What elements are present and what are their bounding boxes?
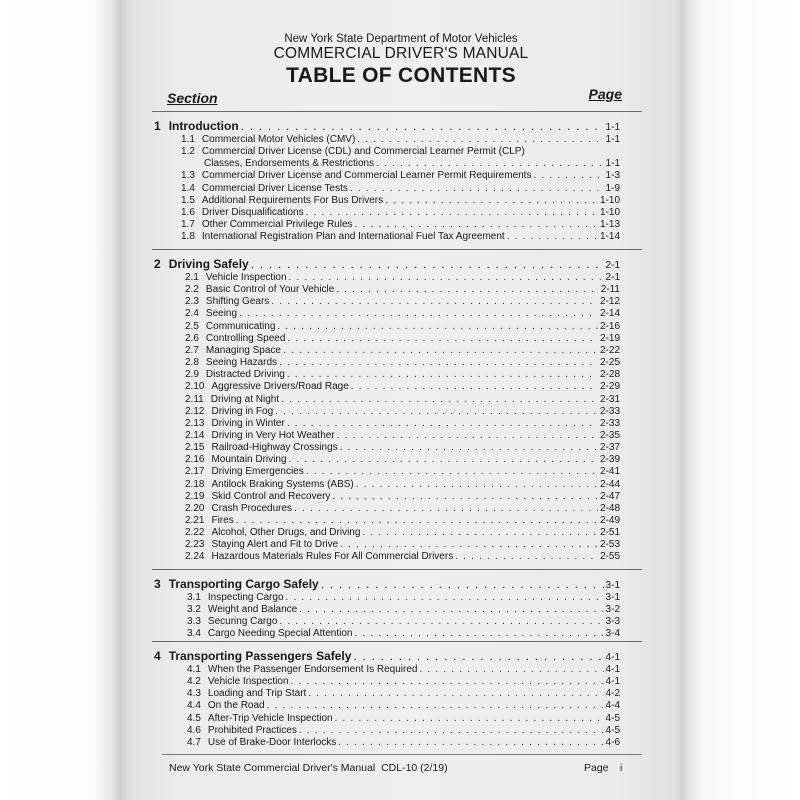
entry-title: Driver Disqualifications [201, 206, 304, 218]
dot-leader [355, 219, 598, 230]
entry-number: 2.15 [185, 442, 205, 454]
document-page [120, 0, 682, 800]
dot-leader [279, 357, 598, 368]
section-rule [152, 249, 642, 250]
toc-entry[interactable] [185, 381, 620, 392]
dot-leader [279, 616, 603, 627]
entry-title: Skid Control and Recovery [211, 490, 331, 502]
dot-leader [376, 158, 603, 169]
entry-title: Commercial Driver License and Commercial Learner Permit Requirements [201, 170, 532, 182]
toc-entry[interactable] [185, 345, 620, 356]
entry-title: Managing Space [205, 344, 281, 356]
department-name: New York State Department of Motor Vehicles [284, 33, 518, 45]
entry-number: 2.9 [185, 369, 199, 381]
toc-entry[interactable] [181, 170, 620, 181]
entry-number: 2.1 [185, 272, 199, 283]
entry-title: Shifting Gears [205, 296, 270, 308]
entry-number: 2.5 [185, 320, 199, 332]
section-title: Introduction [168, 119, 239, 133]
entry-title: After-Trip Vehicle Inspection [207, 712, 333, 724]
entry-page: 1-1 [605, 134, 620, 145]
toc-entry[interactable] [187, 713, 620, 724]
dot-leader [356, 479, 598, 490]
entry-title: On the Road [207, 700, 265, 712]
entry-number: 2.7 [185, 344, 199, 356]
entry-number: 4.4 [187, 700, 201, 712]
toc-section[interactable] [154, 119, 620, 133]
toc-entry[interactable] [185, 430, 620, 441]
entry-number: 4.1 [187, 664, 201, 675]
toc-entry[interactable] [187, 700, 620, 711]
dot-leader [287, 369, 598, 380]
entry-page: 2-28 [599, 369, 620, 381]
entry-title: Distracted Driving [205, 369, 285, 381]
entry-number: 2.14 [185, 429, 205, 441]
entry-number: 1.3 [181, 170, 195, 182]
toc-entry[interactable] [187, 688, 620, 699]
entry-page: 2-39 [599, 454, 620, 466]
dot-leader [362, 527, 598, 538]
entry-title: Mountain Driving [211, 454, 287, 466]
entry-number: 2.19 [185, 490, 205, 502]
entry-title: Antilock Braking Systems (ABS) [211, 478, 354, 490]
entry-page: 3-4 [605, 628, 620, 640]
entry-page: 2-33 [599, 405, 620, 417]
entry-title: Commercial Driver License Tests [201, 182, 348, 194]
entry-number: 2.10 [185, 381, 205, 393]
entry-page: 4-1 [605, 664, 620, 675]
dot-leader [338, 737, 603, 748]
entry-title: Vehicle Inspection [205, 272, 287, 283]
entry-number: 3.3 [187, 616, 201, 628]
dot-leader [251, 257, 604, 271]
entry-number: 4.2 [187, 676, 201, 688]
entry-number: 2.6 [185, 332, 199, 344]
entry-number: 4.5 [187, 712, 201, 724]
dot-leader [357, 134, 603, 145]
section-rule [152, 569, 642, 570]
section-page: 1-1 [605, 122, 620, 133]
dot-leader [289, 272, 604, 283]
section-number: 2 [154, 257, 161, 271]
entry-number: 1.8 [181, 231, 195, 243]
entry-title: Inspecting Cargo [207, 592, 284, 603]
toc-entry[interactable] [185, 527, 620, 538]
dot-leader [239, 308, 598, 319]
entry-page: 2-25 [599, 357, 620, 369]
toc-section[interactable] [154, 257, 620, 271]
toc-entry[interactable] [185, 308, 620, 319]
dot-leader [277, 321, 598, 332]
entry-page: 4-2 [605, 688, 620, 700]
entry-title: Hazardous Materials Rules For All Commercial Drivers [211, 551, 454, 563]
entry-page: 2-53 [599, 539, 620, 551]
entry-page: 3-1 [605, 592, 620, 603]
toc-entry[interactable] [187, 616, 620, 627]
entry-number: 1.7 [181, 219, 195, 231]
page-column-heading: Page [588, 86, 622, 102]
toc-entry[interactable] [185, 284, 620, 295]
dot-leader [335, 713, 604, 724]
dot-leader [286, 592, 604, 603]
toc-entry[interactable] [185, 418, 620, 429]
background-right [682, 0, 800, 800]
toc-entry[interactable] [185, 296, 620, 307]
entry-number: 4.7 [187, 736, 201, 748]
entry-page: 2-41 [599, 466, 620, 478]
section-column-heading: Section [167, 90, 218, 106]
entry-title: Cargo Needing Special Attention [207, 628, 353, 640]
entry-page: 2-55 [599, 551, 620, 563]
entry-title: International Registration Plan and International Fuel Tax Agreement [201, 231, 505, 243]
entry-title-continued: Classes, Endorsements & Restrictions [204, 158, 375, 170]
dot-leader [321, 577, 604, 591]
entry-title: Aggressive Drivers/Road Rage [211, 381, 349, 393]
toc-entry[interactable] [185, 321, 620, 332]
toc-entry[interactable] [185, 466, 620, 477]
entry-page: 1-9 [605, 182, 620, 194]
entry-title: Driving in Fog [211, 405, 274, 417]
dot-leader [291, 676, 604, 687]
toc-entry[interactable] [185, 272, 620, 283]
dot-leader [340, 442, 598, 453]
entry-number: 2.20 [185, 502, 205, 514]
entry-page: 3-2 [605, 604, 620, 616]
entry-title: Fires [211, 515, 234, 526]
entry-page: 2-31 [599, 393, 620, 405]
entry-title: Driving in Winter [211, 417, 285, 429]
dot-leader [308, 688, 603, 699]
toc-entry[interactable] [187, 628, 620, 639]
toc-entry[interactable] [181, 183, 620, 194]
dot-leader [385, 195, 598, 206]
entry-page: 2-47 [599, 490, 620, 502]
entry-title: Railroad-Highway Crossings [211, 442, 338, 454]
entry-page: 3-3 [605, 616, 620, 628]
entry-title: Crash Procedures [211, 502, 293, 514]
dot-leader [267, 700, 604, 711]
entry-number: 2.13 [185, 417, 205, 429]
entry-page: 1-3 [605, 170, 620, 182]
entry-title: Controlling Speed [205, 332, 286, 344]
section-number: 4 [154, 649, 161, 663]
toc-entry[interactable] [181, 146, 620, 157]
entry-title: Loading and Trip Start [207, 688, 307, 700]
entry-number: 4.3 [187, 688, 201, 700]
section-page: 2-1 [605, 260, 620, 271]
footer-rule [162, 754, 642, 755]
toc-entry[interactable] [185, 551, 620, 562]
dot-leader [533, 170, 603, 181]
dot-leader [275, 406, 598, 417]
entry-number: 3.2 [187, 604, 201, 616]
toc-entry[interactable] [185, 442, 620, 453]
entry-page: 4-4 [605, 700, 620, 712]
entry-number: 1.1 [181, 134, 195, 145]
entry-page: 1-10 [599, 194, 620, 206]
toc-entry[interactable] [187, 592, 620, 603]
entry-page: 4-1 [605, 676, 620, 688]
toc-entry[interactable] [187, 604, 620, 615]
dot-leader [241, 119, 604, 133]
dot-leader [299, 604, 603, 615]
entry-number: 2.3 [185, 296, 199, 308]
entry-page: 2-35 [599, 429, 620, 441]
entry-page: 2-22 [599, 344, 620, 356]
entry-page: 2-48 [599, 502, 620, 514]
section-title: Transporting Cargo Safely [168, 577, 319, 591]
toc-entry[interactable] [181, 219, 620, 230]
toc-entry[interactable] [181, 134, 620, 145]
entry-number: 2.4 [185, 308, 199, 320]
section-rule [152, 641, 642, 642]
entry-page: 4-5 [605, 712, 620, 724]
toc-entry[interactable] [185, 539, 620, 550]
dot-leader [306, 207, 598, 218]
dot-leader [236, 515, 598, 526]
toc-entry[interactable] [185, 406, 620, 417]
entry-title: Commercial Motor Vehicles (CMV) [201, 134, 356, 145]
section-number: 3 [154, 577, 161, 591]
toc-entry-continued[interactable] [204, 158, 620, 169]
entry-page: 2-12 [599, 296, 620, 308]
toc-entry[interactable] [185, 357, 620, 368]
dot-leader [306, 466, 598, 477]
entry-title: Basic Control of Your Vehicle [205, 284, 335, 296]
entry-title: Weight and Balance [207, 604, 298, 616]
entry-page: 1-1 [605, 158, 620, 170]
section-rule [152, 111, 642, 112]
dot-leader [283, 345, 598, 356]
dot-leader [354, 628, 603, 639]
footer-page-number: i [620, 762, 623, 774]
entry-title: Driving Emergencies [211, 466, 304, 478]
entry-title: Vehicle Inspection [207, 676, 289, 688]
entry-page: 2-19 [599, 332, 620, 344]
toc-entry[interactable] [187, 664, 620, 675]
dot-leader [336, 284, 598, 295]
section-title: Driving Safely [168, 257, 249, 271]
section-page: 4-1 [605, 652, 620, 663]
entry-page: 2-11 [600, 284, 620, 296]
entry-page: 2-49 [599, 515, 620, 526]
manual-title: COMMERCIAL DRIVER'S MANUAL [273, 45, 529, 62]
entry-title: Seeing [205, 308, 238, 320]
entry-page: 2-37 [599, 442, 620, 454]
toc-entry[interactable] [181, 207, 620, 218]
entry-title: Prohibited Practices [207, 724, 297, 736]
background-left [0, 0, 120, 800]
dot-leader [299, 725, 604, 736]
entry-title: When the Passenger Endorsement Is Required [207, 664, 418, 675]
dot-leader [340, 539, 598, 550]
dot-leader [271, 296, 598, 307]
toc-entry[interactable] [185, 503, 620, 514]
toc-entry[interactable] [185, 394, 620, 405]
section-number: 1 [154, 119, 161, 133]
toc-entry[interactable] [185, 333, 620, 344]
toc-entry[interactable] [185, 515, 620, 526]
entry-page: 1-14 [599, 231, 620, 243]
dot-leader [287, 333, 598, 344]
entry-number: 1.5 [181, 194, 195, 206]
entry-number: 1.2 [181, 146, 195, 158]
toc-entry[interactable] [185, 454, 620, 465]
entry-number: 2.17 [185, 466, 205, 478]
toc-entry[interactable] [187, 737, 620, 748]
entry-title: Staying Alert and Fit to Drive [211, 539, 339, 551]
dot-leader [332, 491, 598, 502]
dot-leader [507, 231, 598, 242]
dot-leader [353, 649, 603, 663]
entry-number: 2.8 [185, 357, 199, 369]
toc-entry[interactable] [185, 491, 620, 502]
toc-entry[interactable] [185, 369, 620, 380]
footer-manual-id: New York State Commercial Driver's Manual CDL-10 (2/19) [169, 762, 448, 774]
toc-entry[interactable] [187, 676, 620, 687]
toc-section[interactable] [154, 649, 620, 663]
entry-number: 4.6 [187, 724, 201, 736]
entry-page: 4-6 [605, 736, 620, 748]
entry-title: Additional Requirements For Bus Drivers [201, 194, 384, 206]
page-title: TABLE OF CONTENTS [286, 64, 516, 87]
entry-page: 2-51 [599, 527, 620, 539]
entry-number: 2.22 [185, 527, 205, 539]
entry-page: 2-1 [605, 272, 620, 283]
dot-leader [294, 503, 598, 514]
entry-title: Driving in Very Hot Weather [211, 429, 335, 441]
toc-entry[interactable] [181, 195, 620, 206]
dot-leader [419, 664, 603, 675]
entry-title: Seeing Hazards [205, 357, 278, 369]
entry-title: Communicating [205, 320, 276, 332]
entry-number: 2.2 [185, 284, 199, 296]
toc-entry[interactable] [187, 725, 620, 736]
entry-title: Commercial Driver License (CDL) and Commercial Learner Permit (CLP) [201, 146, 525, 158]
entry-page: 2-14 [599, 308, 620, 320]
entry-number: 1.4 [181, 182, 195, 194]
entry-number: 3.4 [187, 628, 201, 640]
entry-number: 3.1 [187, 592, 201, 603]
entry-page: 1-10 [599, 206, 620, 218]
section-title: Transporting Passengers Safely [168, 649, 352, 663]
entry-number: 2.11 [185, 393, 204, 405]
dot-leader [455, 551, 598, 562]
entry-page: 2-16 [599, 320, 620, 332]
entry-number: 2.21 [185, 515, 205, 526]
toc-section[interactable] [154, 577, 620, 591]
dot-leader [289, 454, 598, 465]
entry-number: 2.18 [185, 478, 205, 490]
entry-title: Securing Cargo [207, 616, 278, 628]
dot-leader [287, 418, 598, 429]
toc-entry[interactable] [181, 231, 620, 242]
entry-page: 1-13 [599, 219, 620, 231]
dot-leader [351, 381, 598, 392]
entry-number: 2.16 [185, 454, 205, 466]
entry-page: 4-5 [605, 724, 620, 736]
entry-title: Use of Brake-Door Interlocks [207, 736, 337, 748]
entry-number: 2.12 [185, 405, 205, 417]
footer-page-label: Page [584, 762, 609, 774]
entry-number: 2.23 [185, 539, 205, 551]
entry-page: 2-29 [599, 381, 620, 393]
toc-entry[interactable] [185, 479, 620, 490]
section-page: 3-1 [605, 580, 620, 591]
entry-title: Alcohol, Other Drugs, and Driving [211, 527, 361, 539]
entry-number: 2.24 [185, 551, 205, 563]
dot-leader [281, 394, 598, 405]
entry-page: 2-33 [599, 417, 620, 429]
entry-title: Other Commercial Privilege Rules [201, 219, 353, 231]
entry-page: 2-44 [599, 478, 620, 490]
entry-number: 1.6 [181, 206, 195, 218]
dot-leader [350, 183, 604, 194]
dot-leader [337, 430, 598, 441]
entry-title: Driving at Night [210, 393, 280, 405]
